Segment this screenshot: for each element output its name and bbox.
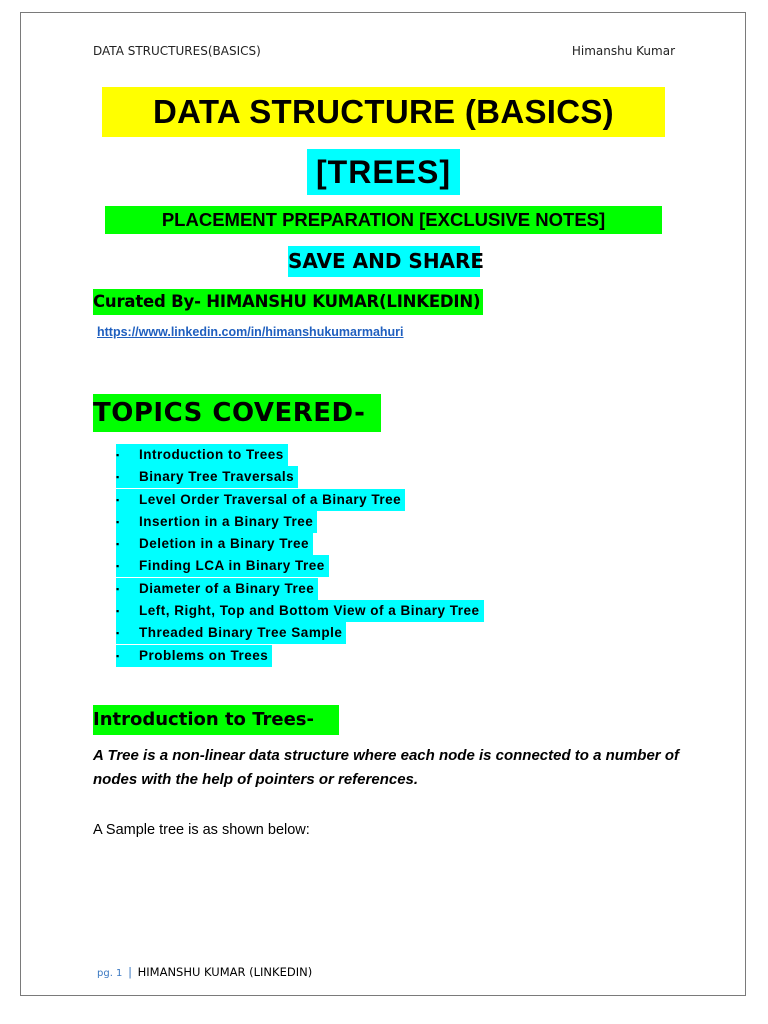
topic-item xyxy=(116,600,484,622)
intro-heading: Introduction to Trees- xyxy=(93,705,339,735)
topic-highlight xyxy=(116,578,318,600)
curated-by-line: Curated By- HIMANSHU KUMAR(LINKEDIN) xyxy=(93,289,483,315)
topic-item xyxy=(116,622,484,644)
topic-highlight xyxy=(116,466,298,488)
document-title: DATA STRUCTURE (BASICS) xyxy=(102,87,665,137)
bullet-icon: ▪ xyxy=(116,472,120,483)
running-header-author: Himanshu Kumar xyxy=(571,44,675,58)
topic-label: Problems on Trees xyxy=(139,647,269,663)
topic-item xyxy=(116,533,484,555)
sample-tree-caption: A Sample tree is as shown below: xyxy=(93,822,310,838)
bullet-icon: ▪ xyxy=(116,583,120,594)
running-header-title: DATA STRUCTURES(BASICS) xyxy=(93,44,261,58)
topic-highlight xyxy=(116,444,288,466)
topic-item xyxy=(116,489,484,511)
topic-highlight xyxy=(116,645,272,667)
topic-highlight xyxy=(116,622,346,644)
placement-banner: PLACEMENT PREPARATION [EXCLUSIVE NOTES] xyxy=(105,206,662,234)
footer-separator: | xyxy=(128,965,132,979)
topic-highlight xyxy=(116,489,405,511)
page-number: pg. 1 xyxy=(97,968,123,979)
linkedin-link[interactable]: https://www.linkedin.com/in/himanshukumarmahuri xyxy=(97,325,404,339)
topic-label: Left, Right, Top and Bottom View of a Binary Tree xyxy=(139,603,480,619)
topics-heading: TOPICS COVERED- xyxy=(93,394,381,432)
topic-item xyxy=(116,511,484,533)
bullet-icon: ▪ xyxy=(116,561,120,572)
page-footer xyxy=(97,965,312,979)
topic-highlight xyxy=(116,600,484,622)
topic-label: Binary Tree Traversals xyxy=(139,469,295,485)
topic-label: Introduction to Trees xyxy=(139,447,284,462)
topic-label: Deletion in a Binary Tree xyxy=(139,536,310,552)
topic-item xyxy=(116,578,484,600)
topic-label: Diameter of a Binary Tree xyxy=(139,580,315,596)
save-share-banner: SAVE AND SHARE xyxy=(288,246,480,277)
topic-highlight xyxy=(116,511,317,533)
bullet-icon: ▪ xyxy=(116,516,120,527)
bullet-icon: ▪ xyxy=(116,628,120,639)
topic-highlight xyxy=(116,533,313,555)
topic-item xyxy=(116,645,484,667)
bullet-icon: ▪ xyxy=(116,606,120,617)
topic-label: Insertion in a Binary Tree xyxy=(139,513,314,529)
bullet-icon: ▪ xyxy=(116,450,120,460)
document-subtitle: [TREES] xyxy=(307,149,460,195)
bullet-icon: ▪ xyxy=(116,650,120,661)
topic-label: Finding LCA in Binary Tree xyxy=(139,558,325,574)
intro-paragraph: A Tree is a non-linear data structure where each node is connected to a number of nodes with the help of pointers or references. xyxy=(93,747,679,788)
topic-highlight xyxy=(116,555,329,577)
topic-label: Threaded Binary Tree Sample xyxy=(139,625,343,641)
topic-item xyxy=(116,444,484,466)
topics-list xyxy=(116,444,484,667)
topic-label: Level Order Traversal of a Binary Tree xyxy=(139,491,402,507)
topic-item xyxy=(116,555,484,577)
bullet-icon: ▪ xyxy=(116,539,120,550)
footer-text: HIMANSHU KUMAR (LINKEDIN) xyxy=(137,965,313,979)
topic-item xyxy=(116,466,484,488)
bullet-icon: ▪ xyxy=(116,494,120,505)
